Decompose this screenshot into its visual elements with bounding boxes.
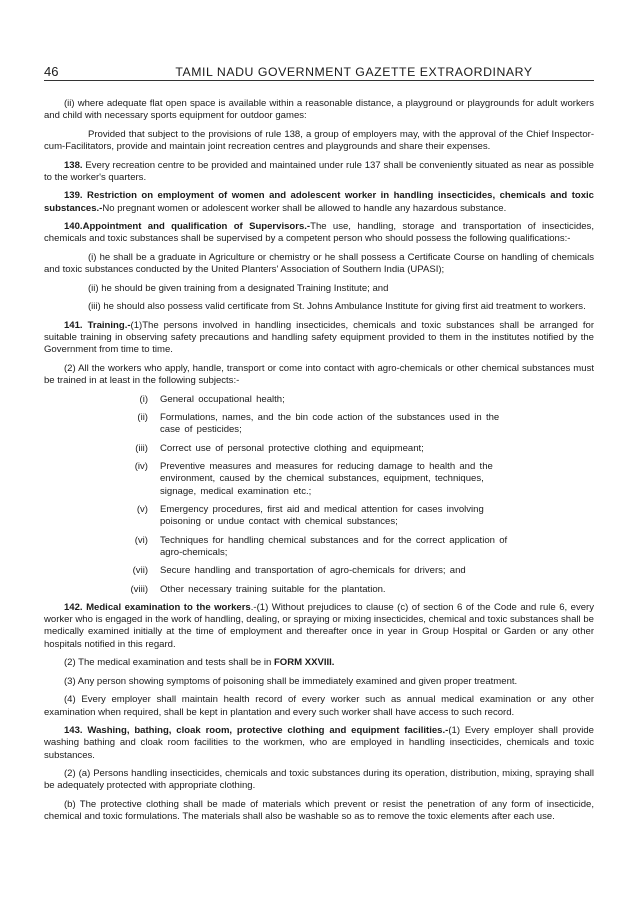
page-body <box>44 98 594 830</box>
rule-heading: 138. <box>64 159 83 171</box>
gazette-title: TAMIL NADU GOVERNMENT GAZETTE EXTRAORDINARY <box>175 65 533 79</box>
rule-140: 140.Appointment and qualification of Supervisors.-The use, handling, storage and transportation of insecticides, chemicals and toxic substances shall be supervised by a competent person who should possess the following qualifications:- <box>44 221 594 245</box>
paragraph-proviso: Provided that subject to the provisions of rule 138, a group of employers may, with the approval of the Chief Inspector-cum-Facilitators, provide and maintain joint recreation centres and playgrounds and share their expenses. <box>44 128 594 152</box>
rule-143-2a: (2) (a) Persons handling insecticides, chemicals and toxic substances during its operation, distribution, mixing, spraying shall be adequately protected with appropriate clothing. <box>44 768 594 792</box>
qualification-i: (i) he shall be a graduate in Agriculture or chemistry or he shall possess a Certificate Course on handling of chemicals and toxic substances conducted by the United Planters' Association of Southern India (UPASI); <box>44 251 594 276</box>
rule-143: 143. Washing, bathing, cloak room, protective clothing and equipment facilities.-(1) Every employer shall provide washing bathing and cloak room facilities to the workmen, who are employed in handling insecticides, chemicals and toxic substances. <box>44 725 594 761</box>
rule-139: 139. Restriction on employment of women and adolescent worker in handling insecticides, chemicals and toxic substances.-No pregnant women or adolescent worker shall be allowed to handle any hazardous substance. <box>44 190 594 214</box>
list-item: (i) General occupational health; <box>139 393 285 405</box>
list-item: (iii) Correct use of personal protective clothing and equipmeant; <box>135 442 424 454</box>
list-item: (vi) Techniques for handling chemical substances and for the correct application of agro-chemicals; <box>134 534 508 558</box>
qualification-ii: (ii) he should be given training from a designated Training Institute; and <box>88 282 389 294</box>
training-subjects-list <box>44 394 594 596</box>
list-item: (v) Emergency procedures, first aid and medical attention for cases involving poisoning or undue contact with chemical substances; <box>136 503 484 528</box>
rule-heading: 139. Restriction on employment of women and adolescent worker in handling insecticides, chemicals and toxic substances.- <box>44 190 594 214</box>
rule-142-4: (4) Every employer shall maintain health record of every worker such as annual medical examination or any other examination when required, shall be kept in plantation and every such worker shall have access to such record. <box>44 694 594 718</box>
list-item: (vii) Secure handling and transportation of agro-chemicals for drivers; and <box>132 565 466 577</box>
rule-heading: 142. Medical examination to the workers <box>64 601 251 613</box>
form-reference: FORM XXVIII. <box>273 657 335 669</box>
paragraph-playground: (ii) where adequate flat open space is available within a reasonable distance, a playground or playgrounds for adult workers and child with necessary sports equipment for outdoor games: <box>44 98 594 122</box>
rule-142-3: (3) Any person showing symptoms of poisoning shall be immediately examined and given proper treatment. <box>64 675 518 687</box>
rule-heading: 143. Washing, bathing, cloak room, protective clothing and equipment facilities.- <box>64 725 449 737</box>
rule-142: 142. Medical examination to the workers.-(1) Without prejudices to clause (c) of section 6 of the Code and rule 6, every worker who is engaged in the work of handling, dealing, or spraying or mixing insecticides, chemical and toxic substances shall be medically examined initially at the time of employment and thereafter once in year in Group Hospital or Garden or any other hospitals notified in this regard. <box>44 601 595 650</box>
rule-141-2: (2) All the workers who apply, handle, transport or come into contact with agro-chemicals or other chemical substances must be trained in at least in the following subjects:- <box>44 362 594 387</box>
rule-143-2b: (b) The protective clothing shall be made of materials which prevent or resist the penetration of any form of insecticide, chemical and toxic formulations. The materials shall also be washable so as to remove the toxic elements after each use. <box>44 798 594 823</box>
page-header <box>44 64 594 81</box>
rule-heading: 141. Training.- <box>64 319 131 331</box>
rule-141: 141. Training.-(1)The persons involved in handling insecticides, chemicals and toxic substances shall be arranged for suitable training in observing safety precautions and handling safety equipment provided to them in the institutes notified by the Government from time to time. <box>44 319 594 356</box>
page-number: 46 <box>44 64 59 79</box>
list-item: (iv) Preventive measures and measures for reducing damage to health and the environment, caused by the chemical substances, equipment, techniques, signage, medical examination etc.; <box>134 461 493 497</box>
list-item: (viii) Other necessary training suitable for the plantation. <box>130 583 386 595</box>
list-item: (ii) Formulations, names, and the bin code action of the substances used in the case of pesticides; <box>137 412 500 436</box>
rule-142-2: (2) The medical examination and tests shall be in FORM XXVIII. <box>64 657 335 669</box>
rule-138: 138. Every recreation centre to be provided and maintained under rule 137 shall be conveniently situated as near as possible to the worker's quarters. <box>44 159 594 183</box>
rule-heading: 140.Appointment and qualification of Supervisors.- <box>64 221 311 233</box>
qualification-iii: (iii) he should also possess valid certificate from St. Johns Ambulance Institute for giving first aid treatment to workers. <box>88 301 586 313</box>
